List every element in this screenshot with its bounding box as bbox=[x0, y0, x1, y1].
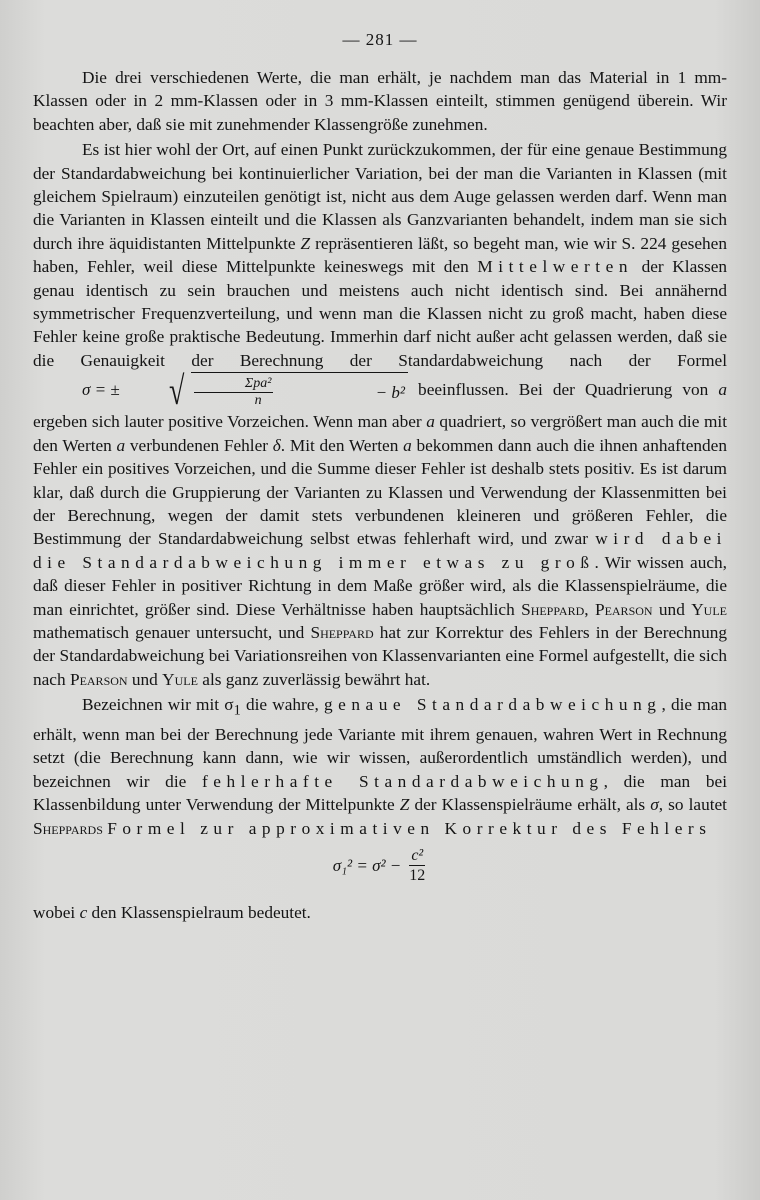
paragraph-4: wobei c den Klassenspielraum bedeutet. bbox=[33, 903, 311, 923]
sheppard-correction-formula: σ₁² = σ² − $\frac{\text{c²}}{12}$ bbox=[332, 847, 426, 885]
body-text bbox=[33, 66, 727, 924]
paragraph-3: Bezeichnen wir mit $\sigma_1$ die wahre, genaue Standardabweichung, die man erhält, wenn man bei der Berechnung jede Variante mit ihrem genauen, wahren Wert in Rechnung setzt (die Berechnung kann dann, wie wir wissen, außerordentlich umständlich werden), und bezeichnen wir die fehlerhafte Standardabweichung, die man bei Klassenbildung unter Verwendung der Mittelpunkte Z der Klassenspielräume erhält, als σ, so lautet Sheppards Formel zur approximativen Korrektur des Fehlers bbox=[33, 695, 727, 838]
square-root: √ $\frac{\text{Σpa²}}{n}$ − b² bbox=[124, 372, 408, 410]
paragraph-1: Die drei verschiedenen Werte, die man erhält, je nachdem man das Material in 1 mm-Klassen oder in 2 mm-Klassen oder in 3 mm-Klassen einteilt, stimmen genügend überein. Wir beachten aber, daß sie mit zunehmender Klassengröße zunehmen. bbox=[33, 68, 727, 134]
formula-fraction: $\frac{\text{c²}}{12}$ bbox=[409, 847, 426, 885]
sigma-formula-inline: σ = ± √ $\frac{\text{Σpa²}}{n}$ − b² bbox=[33, 372, 408, 410]
paragraph-2: Es ist hier wohl der Ort, auf einen Punkt zurückzukommen, der für eine genaue Bestimmung der Standardabweichung bei kontinuierlicher Variation, bei der man die Varianten in Klassen (mit gleichem Spielraum) einzuteilen genötigt ist, nicht aus dem Auge gelassen werden darf. Wenn man die Varianten in Klassen einteilt und die Klassen als Ganzvarianten behandelt, indem man sie sich durch ihre äquidistanten Mittelpunkte Z repräsentieren läßt, so begeht man, wie wir S. 224 gesehen haben, Fehler, weil diese Mittelpunkte keineswegs mit den Mittelwerten der Klassen genau identisch zu sein brauchen und meistens auch nicht identisch sind. Bei annähernd symmetrischer Frequenzverteilung, und wenn man die Klassen nicht zu groß macht, haben diese Fehler keine große praktische Bedeutung. Immerhin darf nicht außer acht gelassen werden, daß sie die Genauigkeit der Berechnung der Standardabweichung nach der Formel σ = ± √ $\frac{\text{Σpa²}}{n}$ − b² beeinflussen. Bei der Quadrierung von a ergeben sich lauter positive Vorzeichen. Wenn man aber a quadriert, so vergrößert man auch die mit den Werten a verbundenen Fehler δ. Mit den Werten a bekommen dann auch die ihnen anhaftenden Fehler ein positives Vorzeichen, und die Summe dieser Fehler ist deshalb stets positiv. Es ist darum klar, daß durch die Gruppierung der Varianten zu Klassen und Verwendung der Klassenmitten bei der Berechnung, wegen der damit stets verbundenen kleineren und größeren Fehler, die Bestimmung der Standardabweichung selbst etwas fehlerhaft wird, und zwar wird dabei die Standardabweichung immer etwas zu groß. Wir wissen auch, daß dieser Fehler in positiver Richtung in dem Maße größer wird, als die Klassenspielräume, die man einrichtet, größer sind. Diese Verhältnisse haben hauptsächlich Sheppard, Pearson und Yule mathematisch genauer untersucht, und Sheppard hat zur Korrektur des Fehlers in der Berechnung der Standardabweichung bei Variationsreihen von Klassenvarianten eine Formel aufgestellt, die sich nach Pearson und Yule als ganz zuverlässig bewährt hat. bbox=[33, 140, 728, 689]
page-number: — 281 — bbox=[342, 30, 418, 49]
